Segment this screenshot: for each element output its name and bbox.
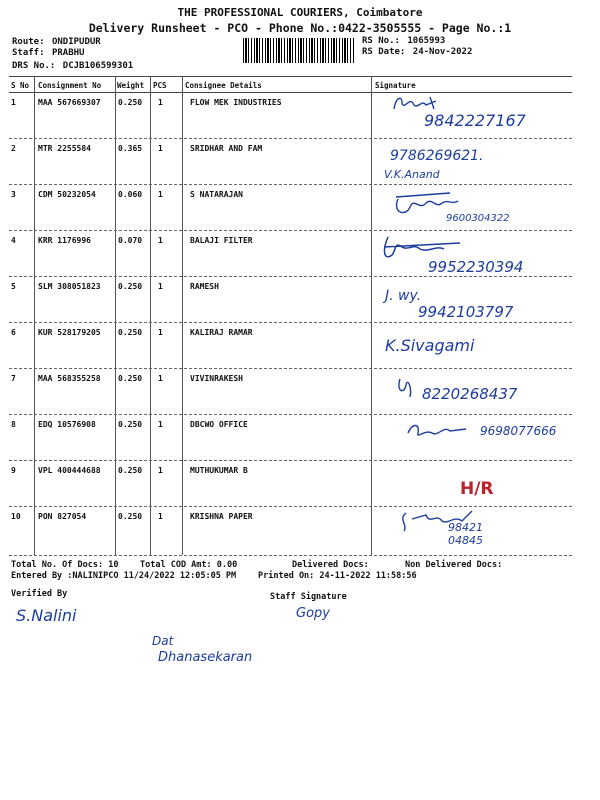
row-sno: 1 <box>11 98 16 107</box>
entered-by: Entered By :NALINIPCO 11/24/2022 12:05:05 PM <box>11 571 237 581</box>
printed-on: Printed On: 24-11-2022 11:58:56 <box>258 571 417 581</box>
drs-label: DRS No.: <box>12 61 56 71</box>
row-weight: 0.250 <box>118 466 143 475</box>
col-pcs: PCS <box>153 81 167 90</box>
rs-no-value: 1065993 <box>407 36 446 46</box>
row-weight: 0.060 <box>118 190 143 199</box>
row-pcs: 1 <box>158 190 163 199</box>
verified-signature: S.Nalini <box>16 606 77 625</box>
row-handwritten-initials: J. wy. <box>385 288 422 304</box>
table-row <box>0 415 600 461</box>
col-consignment: Consignment No <box>38 81 102 90</box>
row-sno: 9 <box>11 466 16 475</box>
row-weight: 0.070 <box>118 236 143 245</box>
row-sno: 8 <box>11 420 16 429</box>
row-consignee: DBCWO OFFICE <box>190 420 248 429</box>
row-consignment: CDM 50232054 <box>38 190 96 199</box>
row-handwritten-name: K.Sivagami <box>385 336 475 355</box>
row-pcs: 1 <box>158 328 163 337</box>
row-consignee: SRIDHAR AND FAM <box>190 144 263 153</box>
rs-no-label: RS No.: <box>362 36 400 46</box>
rs-date-label: RS Date: <box>362 47 406 57</box>
row-weight: 0.250 <box>118 98 143 107</box>
col-signature: Signature <box>375 81 416 90</box>
row-consignee: S NATARAJAN <box>190 190 243 199</box>
row-sno: 5 <box>11 282 16 291</box>
table-row <box>0 139 600 185</box>
row-weight: 0.250 <box>118 512 143 521</box>
col-consignee: Consignee Details <box>185 81 262 90</box>
row-consignment: MTR 2255584 <box>38 144 91 153</box>
route-value: ONDIPUDUR <box>51 37 101 47</box>
row-sno: 10 <box>11 512 21 521</box>
row-pcs: 1 <box>158 236 163 245</box>
non-delivered-docs: Non Delivered Docs: <box>405 560 503 570</box>
table-row <box>0 461 600 507</box>
row-handwritten-phone: 9600304322 <box>446 213 510 224</box>
row-handwritten-phone: 9842227167 <box>424 111 526 130</box>
table-row <box>0 369 600 415</box>
staff-signature-label: Staff Signature <box>270 592 347 602</box>
col-weight: Weight <box>117 81 145 90</box>
row-weight: 0.250 <box>118 420 143 429</box>
row-weight: 0.250 <box>118 282 143 291</box>
row-consignment: MAA 567669307 <box>38 98 101 107</box>
staff-line <box>12 48 84 58</box>
row-weight: 0.365 <box>118 144 143 153</box>
extra-signature-note: Dat <box>152 634 174 648</box>
row-sno: 4 <box>11 236 16 245</box>
row-consignment: PON 827054 <box>38 512 87 521</box>
row-sno: 3 <box>11 190 16 199</box>
row-pcs: 1 <box>158 144 163 153</box>
row-weight: 0.250 <box>118 374 143 383</box>
verified-by-label: Verified By <box>11 589 68 599</box>
col-sno: S No <box>11 81 30 90</box>
row-pcs: 1 <box>158 466 163 475</box>
row-consignment: EDQ 10576908 <box>38 420 96 429</box>
rs-no-line <box>362 36 445 46</box>
signature-scribble <box>390 93 450 113</box>
route-line <box>12 37 101 47</box>
row-sno: 7 <box>11 374 16 383</box>
row-consignee: MUTHUKUMAR B <box>190 466 248 475</box>
extra-signature: Dhanasekaran <box>158 650 253 665</box>
row-pcs: 1 <box>158 374 163 383</box>
runsheet-subtitle: Delivery Runsheet - PCO - Phone No.:0422-3505555 - Page No.:1 <box>88 21 512 35</box>
row-handwritten-phone: 9698077666 <box>480 424 557 438</box>
total-docs: Total No. Of Docs: 10 <box>11 560 119 570</box>
signature-scribble <box>404 419 474 441</box>
row-consignment: SLM 308051823 <box>38 282 101 291</box>
table-top-border <box>9 76 572 77</box>
table-bottom-border <box>9 555 572 556</box>
barcode <box>243 38 355 63</box>
row-consignment: MAA 568355258 <box>38 374 101 383</box>
table-row <box>0 323 600 369</box>
row-handwritten-name: V.K.Anand <box>384 168 440 181</box>
row-handwritten-mark: H/R <box>460 479 494 499</box>
delivered-docs: Delivered Docs: <box>292 560 369 570</box>
row-consignee: FLOW MEK INDUSTRIES <box>190 98 282 107</box>
table-row <box>0 185 600 231</box>
row-handwritten-phone: 98421 04845 <box>448 521 483 547</box>
row-consignment: KUR 528179205 <box>38 328 101 337</box>
staff-signature: Gopy <box>296 606 330 621</box>
row-pcs: 1 <box>158 282 163 291</box>
staff-value: PRABHU <box>51 48 85 58</box>
row-pcs: 1 <box>158 512 163 521</box>
row-consignment: KRR 1176996 <box>38 236 91 245</box>
row-handwritten-phone: 8220268437 <box>422 385 518 403</box>
company-title: THE PROFESSIONAL COURIERS, Coimbatore <box>177 6 423 19</box>
row-consignee: KRISHNA PAPER <box>190 512 253 521</box>
row-sno: 2 <box>11 144 16 153</box>
row-consignee: BALAJI FILTER <box>190 236 253 245</box>
table-row <box>0 507 600 553</box>
row-consignee: KALIRAJ RAMAR <box>190 328 253 337</box>
rs-date-value: 24-Nov-2022 <box>412 47 473 57</box>
table-row <box>0 93 600 139</box>
row-handwritten-phone: 9952230394 <box>428 258 524 276</box>
row-pcs: 1 <box>158 420 163 429</box>
table-row <box>0 277 600 323</box>
row-consignment: VPL 400444688 <box>38 466 101 475</box>
rs-date-line <box>362 47 472 57</box>
row-pcs: 1 <box>158 98 163 107</box>
row-weight: 0.250 <box>118 328 143 337</box>
row-handwritten-phone: 9786269621. <box>390 148 484 164</box>
route-label: Route: <box>12 37 45 47</box>
staff-label: Staff: <box>12 48 45 58</box>
row-sno: 6 <box>11 328 16 337</box>
signature-scribble <box>394 375 418 399</box>
drs-value: DCJB106599301 <box>62 61 134 71</box>
total-cod: Total COD Amt: 0.00 <box>140 560 238 570</box>
row-consignee: RAMESH <box>190 282 219 291</box>
drs-line <box>12 61 133 71</box>
signature-scribble <box>378 233 468 261</box>
row-handwritten-phone: 9942103797 <box>418 303 514 321</box>
row-consignee: VIVINRAKESH <box>190 374 243 383</box>
table-row <box>0 231 600 277</box>
